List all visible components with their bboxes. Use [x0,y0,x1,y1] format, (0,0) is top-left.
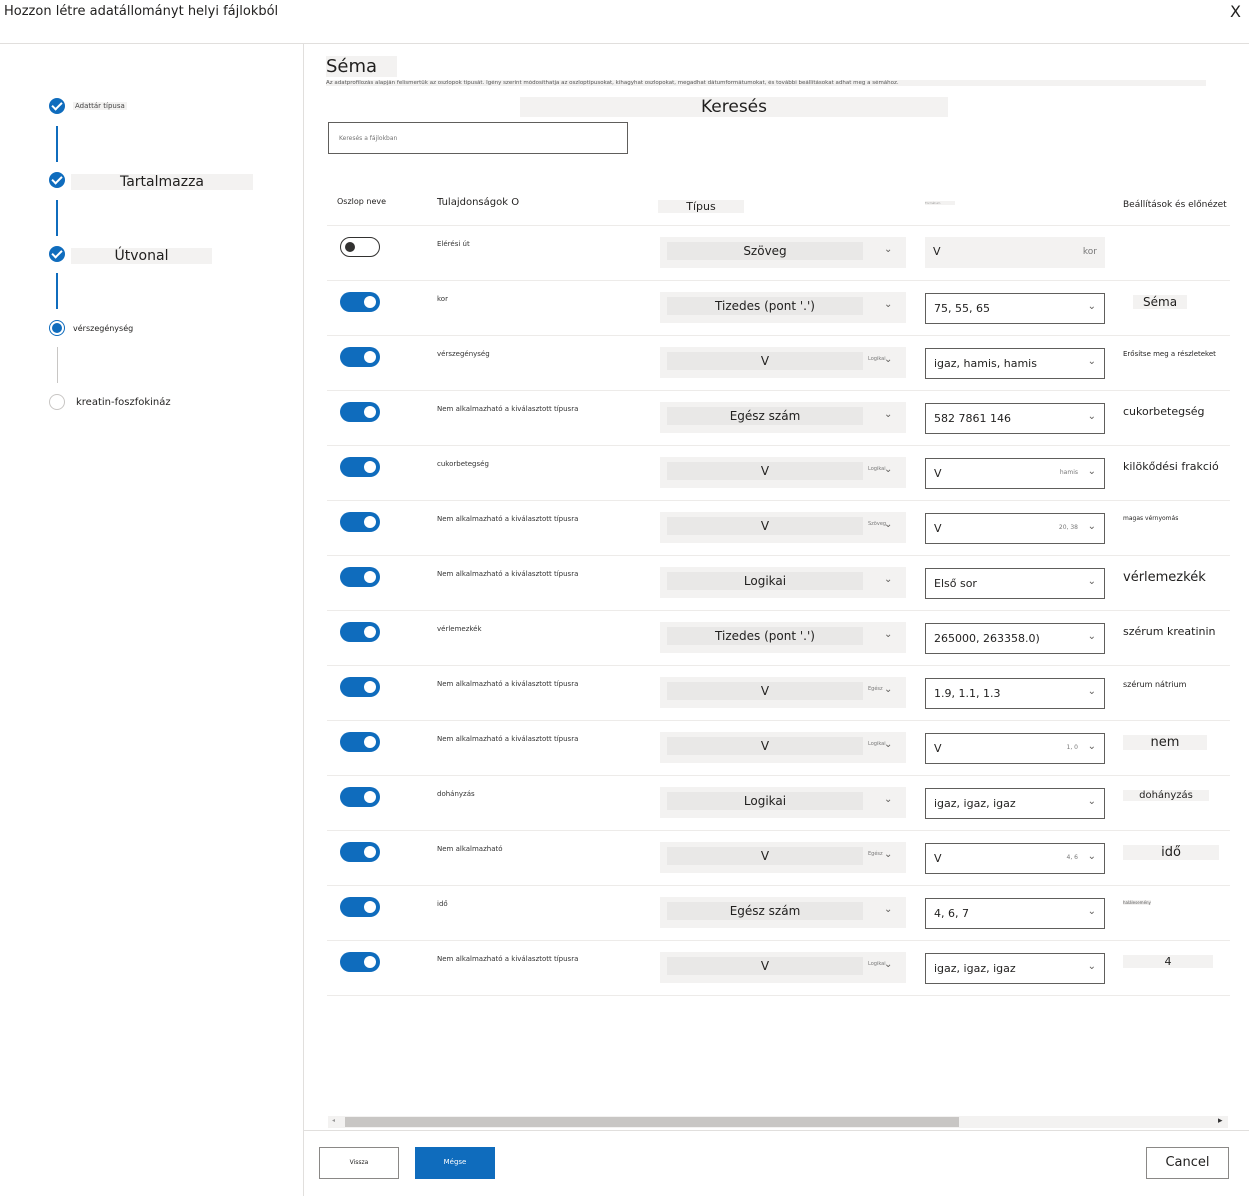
format-value: 582 7861 146 [934,412,1011,425]
format-dropdown[interactable] [925,293,1105,324]
settings-preview: Erősítse meg a részleteket [1123,350,1216,358]
column-properties: cukorbetegség [437,460,489,468]
col-header-settings: Beállítások és előnézet [1123,200,1227,210]
step-done-icon [49,98,65,114]
table-row [327,501,1230,556]
column-properties: Nem alkalmazható a kiválasztott típusra [437,405,579,413]
table-row [327,446,1230,501]
settings-preview: nem [1123,735,1207,750]
chevron-down-icon: ⌄ [1087,906,1096,917]
col-header-name: Oszlop neve [337,197,387,206]
format-dropdown[interactable] [925,678,1105,709]
format-value: 265000, 263358.0) [934,632,1040,645]
type-dropdown[interactable] [660,237,906,268]
column-properties: Nem alkalmazható [437,845,503,853]
type-hint: Szöveg [868,521,887,527]
header-divider [0,43,1249,44]
include-column-toggle[interactable] [340,567,380,587]
chevron-down-icon: ⌄ [884,244,893,255]
include-column-toggle[interactable] [340,842,380,862]
step-connector [56,273,58,309]
format-dropdown[interactable] [925,458,1105,489]
chevron-down-icon: ⌄ [1087,301,1096,312]
column-properties: Nem alkalmazható a kiválasztott típusra [437,680,579,688]
settings-preview: magas vérnyomás [1123,515,1179,522]
type-dropdown[interactable] [660,622,906,653]
settings-preview: 4 [1123,955,1213,968]
format-dropdown[interactable] [925,403,1105,434]
type-dropdown[interactable] [660,512,906,543]
include-column-toggle[interactable] [340,787,380,807]
type-value: Logikai [667,792,863,810]
include-column-toggle[interactable] [340,292,380,312]
chevron-down-icon: ⌄ [884,574,893,585]
format-value: 75, 55, 65 [934,302,990,315]
include-column-toggle[interactable] [340,237,380,257]
type-value: Logikai [667,572,863,590]
type-value: Egész szám [667,407,863,425]
search-input[interactable] [328,122,628,154]
step-connector [56,126,58,162]
format-value: Első sor [934,577,977,590]
type-dropdown[interactable] [660,292,906,323]
type-dropdown[interactable] [660,787,906,818]
type-value: Szöveg [667,242,863,260]
step-done-icon [49,172,65,188]
format-value: V [934,852,942,865]
type-hint: Egész [868,851,883,857]
format-dropdown[interactable] [925,568,1105,599]
chevron-down-icon: ⌄ [1087,466,1096,477]
include-column-toggle[interactable] [340,732,380,752]
chevron-down-icon: ⌄ [1087,521,1096,532]
type-hint: Logikai [868,466,886,472]
settings-preview: szérum nátrium [1123,680,1187,689]
step-connector [57,347,58,383]
type-value: Egész szám [667,902,863,920]
chevron-down-icon: ⌄ [1087,356,1096,367]
step-label[interactable]: vérszegénység [73,324,134,333]
chevron-down-icon: ⌄ [884,959,893,970]
include-column-toggle[interactable] [340,347,380,367]
chevron-down-icon: ⌄ [1087,686,1096,697]
step-todo-icon [49,394,65,410]
settings-preview: cukorbetegség [1123,405,1205,418]
format-value: V [934,467,942,480]
chevron-down-icon: ⌄ [884,354,893,365]
format-value: igaz, igaz, igaz [934,797,1016,810]
column-properties: Nem alkalmazható a kiválasztott típusra [437,955,579,963]
type-dropdown[interactable] [660,897,906,928]
chevron-down-icon: ⌄ [1087,851,1096,862]
footer-divider [303,1130,1249,1131]
settings-preview: vérlemezkék [1123,570,1206,585]
format-dropdown[interactable] [925,237,1105,268]
type-dropdown[interactable] [660,677,906,708]
chevron-down-icon: ⌄ [884,464,893,475]
settings-preview: idő [1123,845,1219,860]
close-icon[interactable]: X [1230,2,1241,21]
settings-preview: kilökődési frakció [1123,460,1219,473]
type-hint: Logikai [868,741,886,747]
type-dropdown[interactable] [660,457,906,488]
type-value: Tizedes (pont '.') [667,297,863,315]
format-dropdown[interactable] [925,623,1105,654]
type-value: V [667,737,863,755]
chevron-down-icon: ⌄ [1087,576,1096,587]
col-header-type: Típus [658,200,744,213]
format-dropdown[interactable] [925,348,1105,379]
type-dropdown[interactable] [660,567,906,598]
chevron-down-icon: ⌄ [884,739,893,750]
format-value: igaz, igaz, igaz [934,962,1016,975]
settings-preview: Séma [1133,295,1187,309]
format-value: 4, 6, 7 [934,907,969,920]
column-properties: dohányzás [437,790,475,798]
type-hint: Egész [868,686,883,692]
table-row [327,886,1230,941]
include-column-toggle[interactable] [340,512,380,532]
back-button[interactable]: Vissza [319,1147,399,1179]
table-row [327,611,1230,666]
table-row [327,776,1230,831]
type-value: Tizedes (pont '.') [667,627,863,645]
chevron-down-icon: ⌄ [1087,741,1096,752]
type-value: V [667,847,863,865]
chevron-down-icon: ⌄ [884,409,893,420]
table-row [327,391,1230,446]
format-value: V [933,245,941,258]
format-dropdown[interactable] [925,843,1105,874]
include-column-toggle[interactable] [340,952,380,972]
format-dropdown[interactable] [925,898,1105,929]
column-properties: Nem alkalmazható a kiválasztott típusra [437,515,579,523]
chevron-down-icon: ⌄ [884,849,893,860]
chevron-down-icon: ⌄ [884,299,893,310]
type-hint: Logikai [868,356,886,362]
chevron-down-icon: ⌄ [1087,411,1096,422]
chevron-down-icon: ⌄ [1087,631,1096,642]
column-properties: kor [437,295,448,303]
table-row [327,941,1230,996]
col-header-format: Formátum [925,201,955,205]
column-properties: vérlemezkék [437,625,482,633]
format-dropdown[interactable] [925,513,1105,544]
type-value: V [667,957,863,975]
format-value: V [934,742,942,755]
include-column-toggle[interactable] [340,897,380,917]
format-hint: 20, 38 [1058,524,1078,531]
chevron-down-icon: ⌄ [884,629,893,640]
type-hint: Logikai [868,961,886,967]
type-value: V [667,682,863,700]
include-column-toggle[interactable] [340,402,380,422]
scrollbar-thumb[interactable] [345,1117,959,1127]
type-value: V [667,352,863,370]
format-dropdown[interactable] [925,733,1105,764]
type-dropdown[interactable] [660,842,906,873]
type-dropdown[interactable] [660,402,906,433]
chevron-down-icon: ⌄ [1087,796,1096,807]
table-row [327,281,1230,336]
format-hint: hamis [1059,469,1078,476]
type-value: V [667,517,863,535]
chevron-down-icon: ⌄ [884,519,893,530]
col-header-properties: Tulajdonságok O [437,197,520,208]
include-column-toggle[interactable] [340,622,380,642]
step-label[interactable]: kreatin-foszfokináz [76,397,171,408]
table-row [327,666,1230,721]
step-label[interactable]: Útvonal [71,248,212,264]
column-properties: vérszegénység [437,350,490,358]
chevron-down-icon: ⌄ [884,904,893,915]
step-current-icon [49,320,65,336]
column-properties: idő [437,900,448,908]
format-value: 1.9, 1.1, 1.3 [934,687,1001,700]
include-column-toggle[interactable] [340,457,380,477]
schema-description: Az adatprofilozás alapján felismertük az oszlopok típusát. Igény szerint módosíthatja az oszloptípusokat, kihagyhat oszlopokat, megadhat dátumformátumokat, és további beállításokat adhat meg a sémához. [326,80,1206,86]
type-dropdown[interactable] [660,952,906,983]
type-dropdown[interactable] [660,732,906,763]
format-dropdown[interactable] [925,953,1105,984]
table-row [327,721,1230,776]
table-row [327,226,1230,281]
type-dropdown[interactable] [660,347,906,378]
settings-preview: dohányzás [1123,790,1209,801]
step-connector [56,200,58,236]
chevron-down-icon: ⌄ [884,794,893,805]
step-done-icon [49,246,65,262]
format-hint: 4, 6 [1066,854,1078,861]
dialog-title: Hozzon létre adatállományt helyi fájlokból [4,4,279,19]
format-dropdown[interactable] [925,788,1105,819]
scroll-right-icon[interactable]: ▸ [1218,1116,1223,1126]
chevron-down-icon: ⌄ [884,684,893,695]
column-properties: Elérési út [437,240,470,248]
next-button[interactable]: Mégse [415,1147,495,1179]
settings-preview: szérum kreatinin [1123,625,1216,638]
settings-preview: halálesemény [1123,900,1151,905]
table-row [327,831,1230,886]
format-hint: 1, 0 [1066,744,1078,751]
sidebar-divider [303,44,304,1196]
column-properties: Nem alkalmazható a kiválasztott típusra [437,570,579,578]
format-value: V [934,522,942,535]
cancel-button[interactable]: Cancel [1146,1147,1229,1179]
table-row [327,336,1230,391]
schema-heading: Séma [326,56,397,77]
format-hint: kor [1082,247,1097,257]
include-column-toggle[interactable] [340,677,380,697]
format-value: igaz, hamis, hamis [934,357,1037,370]
scroll-left-icon[interactable]: ◂ [332,1117,336,1124]
search-heading: Keresés [520,97,948,117]
chevron-down-icon: ⌄ [1087,961,1096,972]
column-properties: Nem alkalmazható a kiválasztott típusra [437,735,579,743]
step-label[interactable]: Tartalmazza [71,174,253,190]
type-value: V [667,462,863,480]
table-row [327,556,1230,611]
step-label[interactable]: Adattár típusa [75,102,125,110]
